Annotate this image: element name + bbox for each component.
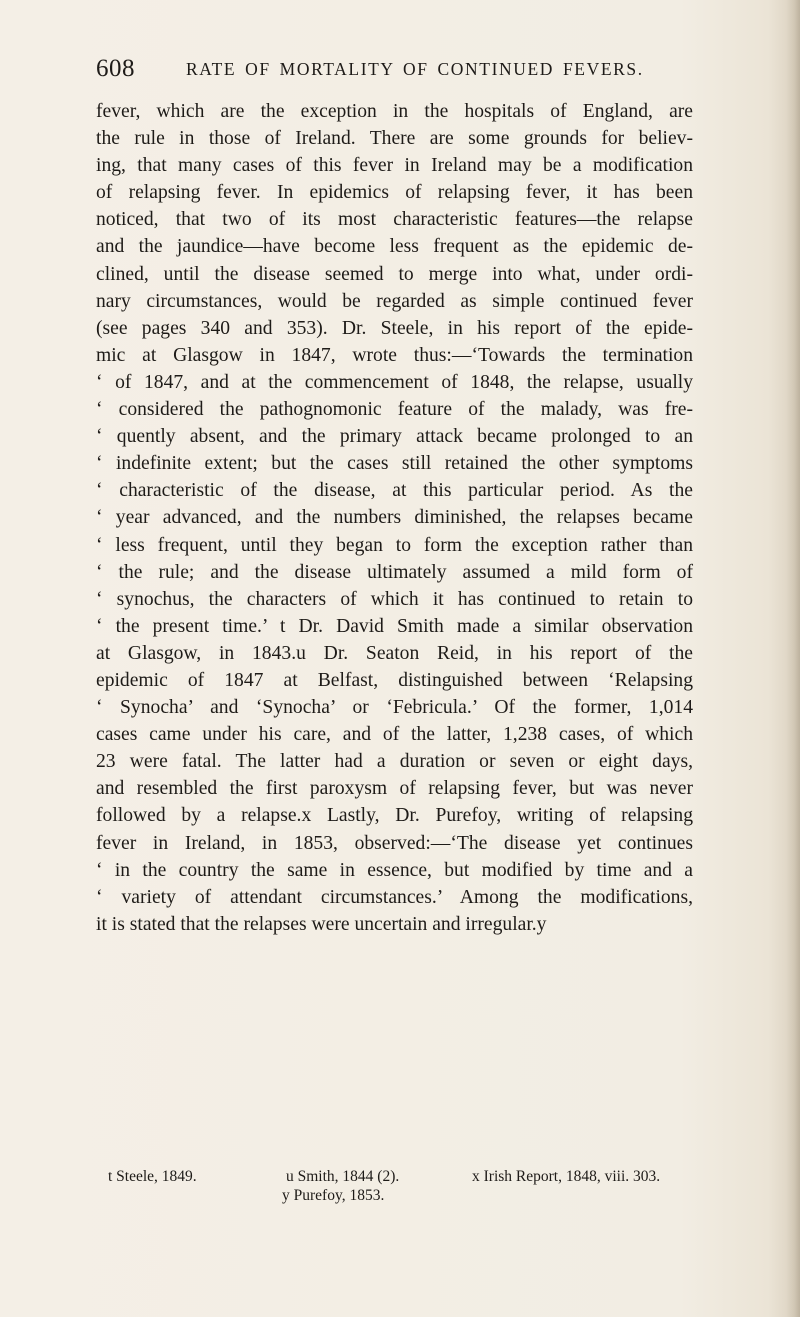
footnote-y: y Purefoy, 1853. <box>282 1187 385 1204</box>
text-line: (see pages 340 and 353). Dr. Steele, in his report of the epide- <box>96 317 693 339</box>
text-line: ‘ the present time.’ t Dr. David Smith made a similar observation <box>96 615 693 637</box>
text-line: ‘ the rule; and the disease ultimately assumed a mild form of <box>96 561 693 583</box>
text-line: ‘ in the country the same in essence, but modified by time and a <box>96 859 693 881</box>
text-line: clined, until the disease seemed to merge into what, under ordi- <box>96 263 693 285</box>
text-line: ‘ considered the pathognomonic feature of the malady, was fre- <box>96 399 693 421</box>
text-line: and resembled the first paroxysm of relapsing fever, but was never <box>96 778 693 800</box>
text-line: epidemic of 1847 at Belfast, distinguished between ‘Relapsing <box>96 669 693 691</box>
text-line: ‘ characteristic of the disease, at this particular period. As the <box>96 480 693 502</box>
text-line: and the jaundice—have become less frequent as the epidemic de- <box>96 236 693 258</box>
text-line: ‘ indefinite extent; but the cases still retained the other symptoms <box>96 453 693 475</box>
text-line: followed by a relapse.x Lastly, Dr. Purefoy, writing of relapsing <box>96 805 693 827</box>
running-head: RATE OF MORTALITY OF CONTINUED FEVERS. <box>186 59 644 79</box>
text-line: mic at Glasgow in 1847, wrote thus:—‘Towards the termination <box>96 344 693 366</box>
text-line: ‘ quently absent, and the primary attack became prolonged to an <box>96 426 693 448</box>
footnote-line <box>96 1167 693 1186</box>
text-line: 23 were fatal. The latter had a duration or seven or eight days, <box>96 751 693 773</box>
text-line: ‘ year advanced, and the numbers diminished, the relapses became <box>96 507 693 529</box>
page-edge-shadow <box>786 0 800 1317</box>
text-line: ‘ Synocha’ and ‘Synocha’ or ‘Febricula.’ Of the former, 1,014 <box>96 697 693 719</box>
footnotes <box>96 1167 693 1205</box>
footnote-line <box>96 1186 693 1205</box>
footnote-u: u Smith, 1844 (2). <box>286 1168 400 1185</box>
text-line: ‘ variety of attendant circumstances.’ Among the modifications, <box>96 886 693 908</box>
page-number: 608 <box>96 55 135 82</box>
text-line: ing, that many cases of this fever in Ireland may be a modification <box>96 155 693 177</box>
text-line: at Glasgow, in 1843.u Dr. Seaton Reid, in his report of the <box>96 642 693 664</box>
text-line: cases came under his care, and of the latter, 1,238 cases, of which <box>96 724 693 746</box>
text-line: of relapsing fever. In epidemics of relapsing fever, it has been <box>96 182 693 204</box>
footnote-t: t Steele, 1849. <box>108 1168 197 1185</box>
body-text <box>96 98 693 938</box>
text-line: ‘ less frequent, until they began to form the exception rather than <box>96 534 693 556</box>
text-line: nary circumstances, would be regarded as simple continued fever <box>96 290 693 312</box>
text-line: fever in Ireland, in 1853, observed:—‘The disease yet continues <box>96 832 693 854</box>
text-line: the rule in those of Ireland. There are some grounds for believ- <box>96 128 693 150</box>
text-line-last: it is stated that the relapses were uncertain and irregular.y <box>96 913 547 935</box>
footnote-x: x Irish Report, 1848, viii. 303. <box>472 1168 661 1185</box>
text-line: ‘ of 1847, and at the commencement of 1848, the relapse, usually <box>96 371 693 393</box>
text-line: ‘ synochus, the characters of which it has continued to retain to <box>96 588 693 610</box>
page-header <box>96 52 688 86</box>
text-line: fever, which are the exception in the hospitals of England, are <box>96 101 693 122</box>
text-line: noticed, that two of its most characteristic features—the relapse <box>96 209 693 231</box>
